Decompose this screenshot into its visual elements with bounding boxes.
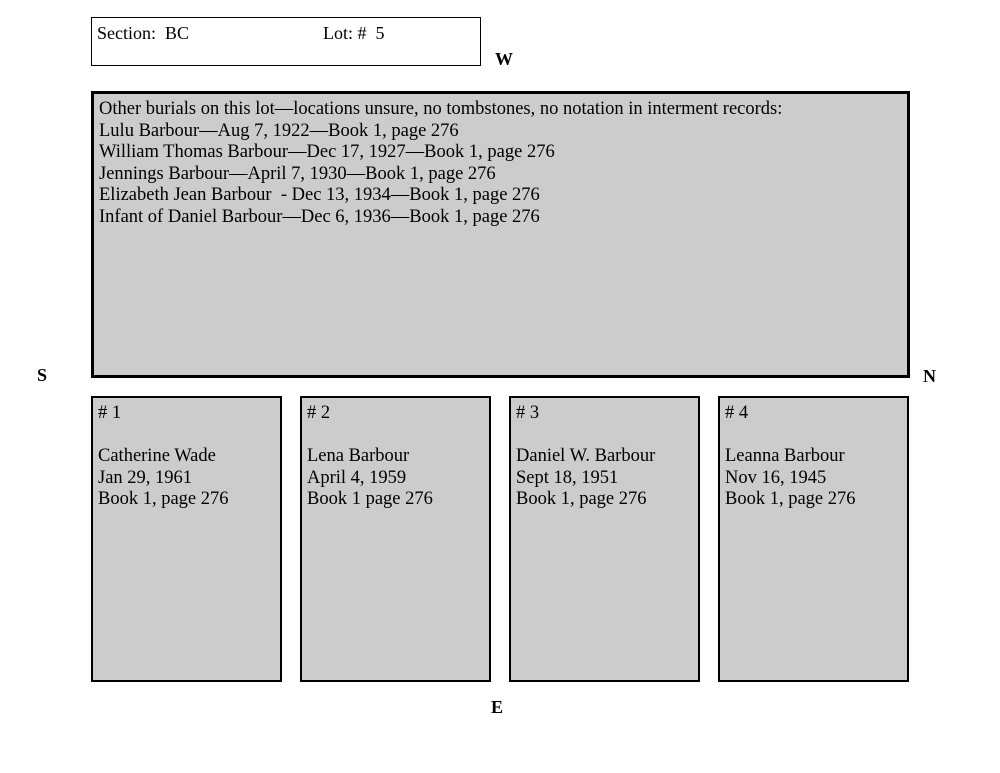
compass-north-label: N bbox=[923, 366, 936, 386]
plot-date: April 4, 1959 bbox=[307, 467, 407, 488]
plot-record: Book 1, page 276 bbox=[98, 489, 229, 509]
other-burial-entry: William Thomas Barbour—Dec 17, 1927—Book 1, page 276 bbox=[99, 142, 555, 162]
plot-date: Nov 16, 1945 bbox=[725, 467, 827, 488]
compass-west-label: W bbox=[495, 49, 513, 69]
other-burial-entry: Infant of Daniel Barbour—Dec 6, 1936—Book 1, page 276 bbox=[99, 206, 540, 227]
other-burials-intro: Other burials on this lot—locations unsure, no tombstones, no notation in interment records: bbox=[99, 99, 783, 119]
plot-record: Book 1 page 276 bbox=[307, 489, 433, 509]
section-label: Section: BC bbox=[97, 23, 190, 43]
lot-header-box bbox=[91, 17, 481, 66]
plot-spacer bbox=[725, 425, 902, 447]
plot-name: Catherine Wade bbox=[98, 446, 216, 466]
plot-name: Lena Barbour bbox=[307, 446, 410, 466]
plot-spacer bbox=[516, 425, 693, 447]
other-burials-box bbox=[91, 91, 910, 378]
plot-number: # 3 bbox=[516, 403, 540, 423]
grave-plot-3 bbox=[509, 396, 700, 682]
grave-plot-2 bbox=[300, 396, 491, 682]
grave-plot-4 bbox=[718, 396, 909, 682]
other-burial-entry: Lulu Barbour—Aug 7, 1922—Book 1, page 276 bbox=[99, 120, 459, 141]
plot-spacer bbox=[307, 425, 484, 447]
compass-east-label: E bbox=[491, 697, 504, 717]
plot-number: # 2 bbox=[307, 403, 331, 423]
plot-record: Book 1, page 276 bbox=[725, 489, 856, 509]
plot-spacer bbox=[98, 425, 275, 447]
plot-date: Jan 29, 1961 bbox=[98, 467, 193, 488]
plot-number: # 4 bbox=[725, 403, 749, 423]
other-burial-entry: Jennings Barbour—April 7, 1930—Book 1, page 276 bbox=[99, 163, 496, 184]
plot-number: # 1 bbox=[98, 403, 122, 423]
grave-plot-1 bbox=[91, 396, 282, 682]
compass-south-label: S bbox=[37, 365, 48, 385]
plot-date: Sept 18, 1951 bbox=[516, 467, 619, 488]
other-burial-entry: Elizabeth Jean Barbour - Dec 13, 1934—Book 1, page 276 bbox=[99, 185, 540, 205]
lot-number-label: Lot: # 5 bbox=[323, 23, 385, 43]
plot-name: Leanna Barbour bbox=[725, 446, 845, 466]
plot-name: Daniel W. Barbour bbox=[516, 446, 656, 466]
plot-record: Book 1, page 276 bbox=[516, 489, 647, 509]
